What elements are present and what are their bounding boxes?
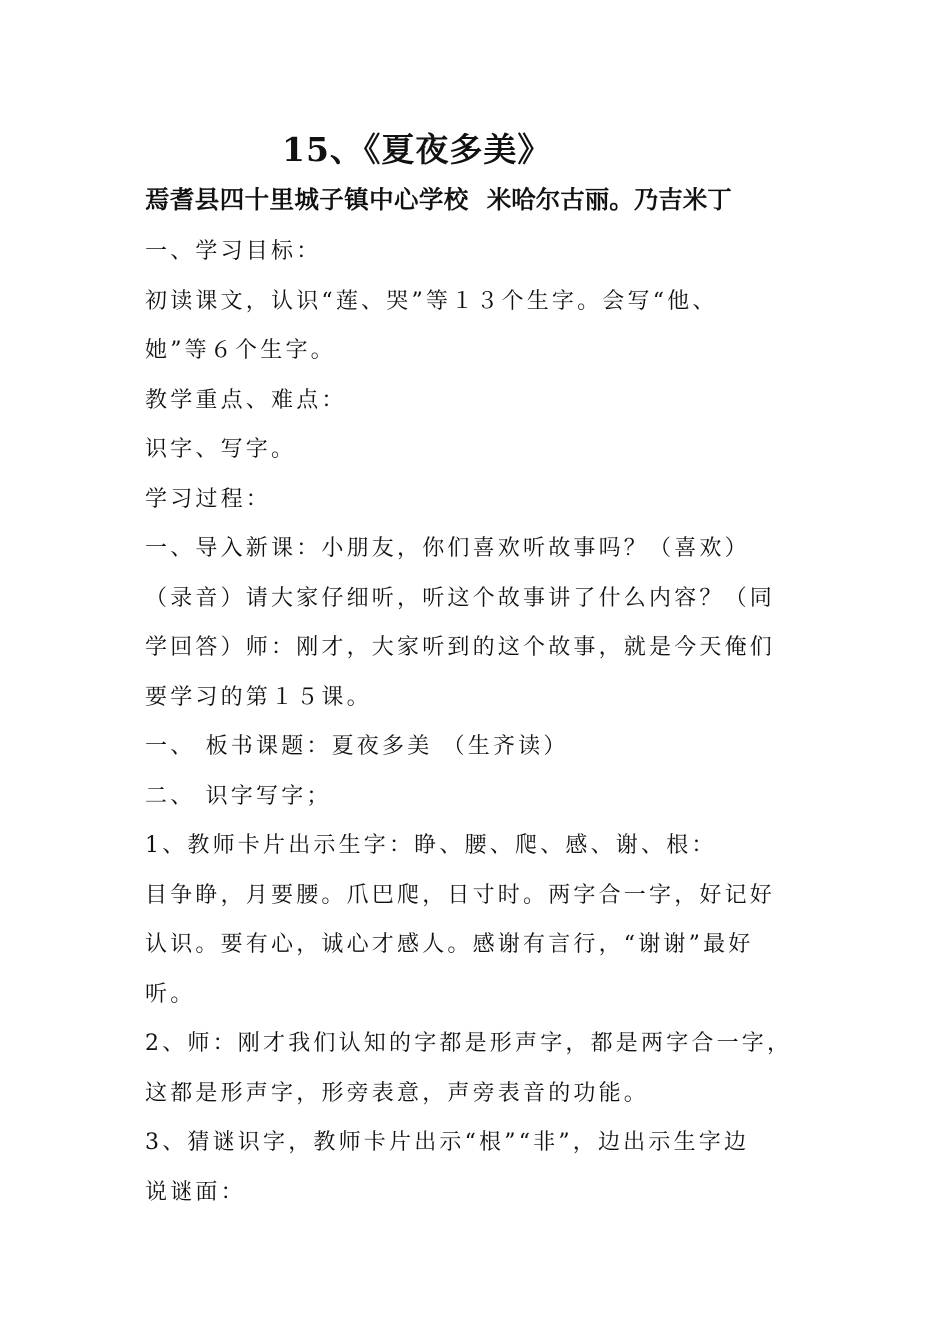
body-line: 一、学习目标： <box>145 239 322 264</box>
body-line: 一、 板书课题：夏夜多美 （生齐读） <box>145 734 569 759</box>
author-line <box>145 181 732 216</box>
lesson-title: 15、《夏夜多美》 <box>282 130 552 169</box>
body-line: 一、导入新课：小朋友，你们喜欢听故事吗？（喜欢） <box>145 536 750 561</box>
body-line: 教学重点、难点： <box>145 387 347 413</box>
body-line: 二、 识字写字； <box>145 783 332 809</box>
lesson-body <box>145 234 815 1224</box>
body-line: 学回答）师：刚才，大家听到的这个故事，就是今天俺们 <box>145 635 776 660</box>
body-line: 说谜面： <box>145 1179 246 1205</box>
body-line: 识字、写字。 <box>145 437 297 462</box>
body-line: （录音）请大家仔细听，听这个故事讲了什么内容？（同 <box>145 585 776 611</box>
body-line: 学习过程： <box>145 486 272 512</box>
body-line: 认识。要有心，诚心才感人。感谢有言行，“谢谢”最好 <box>145 932 754 957</box>
body-line: 2、师：刚才我们认知的字都是形声字，都是两字合一字， <box>145 1031 793 1056</box>
school-name: 焉耆县四十里城子镇中心学校 <box>145 185 469 214</box>
body-line: 目争睁，月要腰。爪巴爬，日寸时。两字合一字，好记好 <box>145 882 776 908</box>
body-line: 听。 <box>145 981 196 1007</box>
teacher-name: 米哈尔古丽。乃吉米丁 <box>486 185 732 214</box>
body-line: 她”等６个生字。 <box>145 338 336 363</box>
body-line: 要学习的第１５课。 <box>145 684 372 710</box>
body-line: 3、猜谜识字，教师卡片出示“根”“非”，边出示生字边 <box>145 1130 750 1155</box>
body-line: 初读课文，认识“莲、哭”等１３个生字。会写“他、 <box>145 288 718 314</box>
body-line: 这都是形声字，形旁表意，声旁表音的功能。 <box>145 1080 650 1106</box>
body-line: 1、教师卡片出示生字：睁、腰、爬、感、谢、根： <box>145 833 717 858</box>
